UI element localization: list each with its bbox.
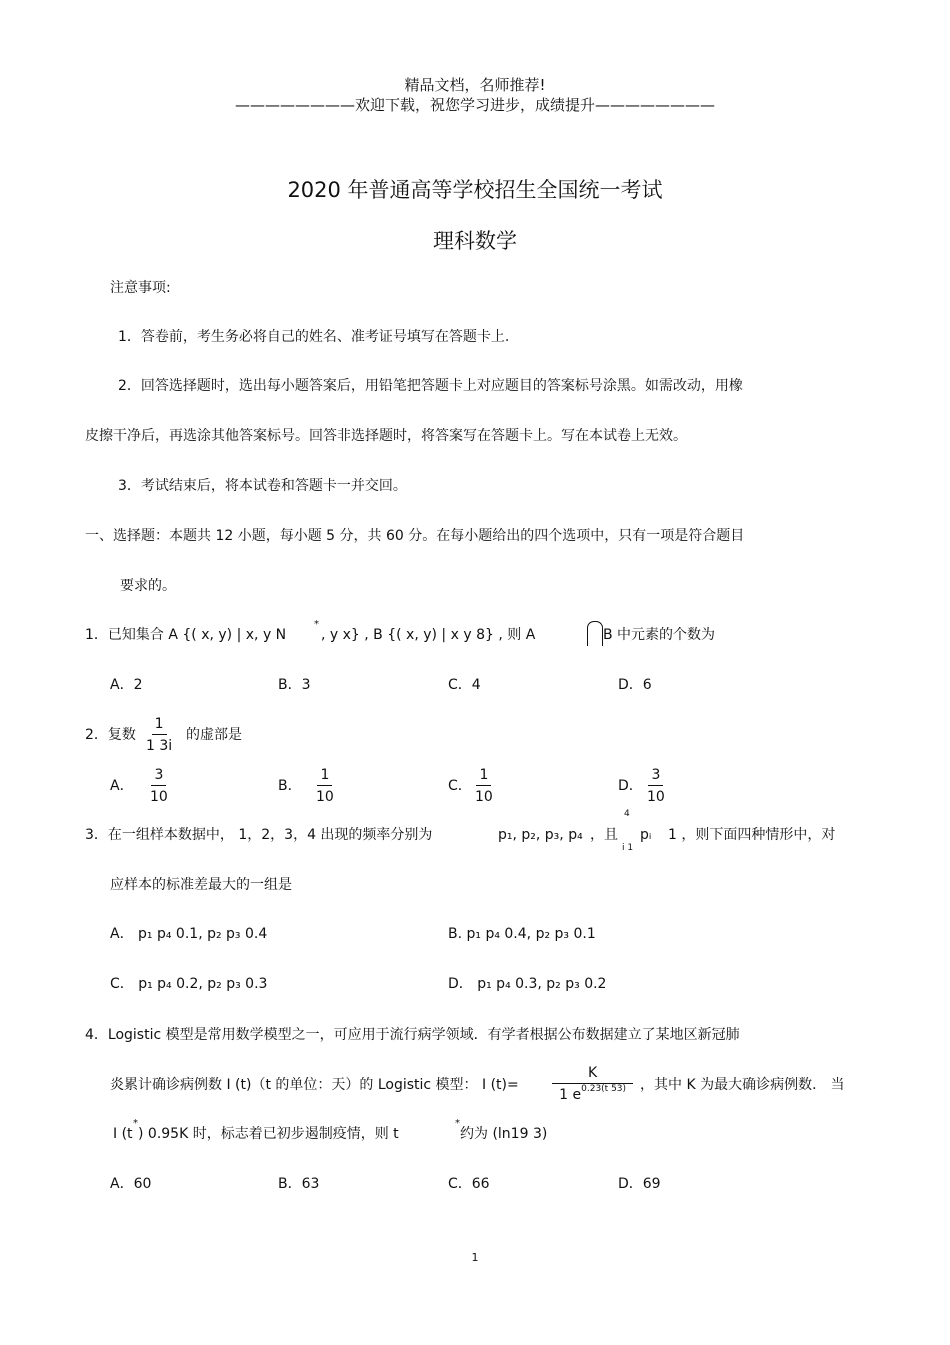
note-2-line-1: 2．回答选择题时，选出每小题答案后，用铅笔把答题卡上对应题目的答案标号涂黑。如需改动，用橡 xyxy=(118,378,743,394)
q3-probabilities: p₁, p₂, p₃, p₄ xyxy=(498,827,583,843)
q3-and: ，且 xyxy=(590,827,618,843)
q2-option-a-fraction xyxy=(150,768,168,804)
q2-option-b-fraction xyxy=(316,768,334,804)
q4-option-b: B．63 xyxy=(278,1176,320,1192)
section-heading-line-2: 要求的。 xyxy=(120,578,176,594)
q2-option-b-label: B． xyxy=(278,778,302,794)
q4-fraction-denominator xyxy=(559,1084,626,1102)
q4-denominator-exponent: 0.23(t 53) xyxy=(581,1084,627,1094)
q2-option-d-label: D． xyxy=(618,778,643,794)
header-line-1: 精品文档，名师推荐! xyxy=(404,76,546,94)
q4-option-c: C．66 xyxy=(448,1176,490,1192)
q4-line-2-part-b: ，其中 K 为最大确诊病例数． 当 xyxy=(640,1077,845,1093)
q3-pi: pᵢ xyxy=(640,827,652,843)
q2-option-a-label: A． xyxy=(110,778,134,794)
summation-upper-limit: 4 xyxy=(624,809,630,819)
q2-option-b-den: 10 xyxy=(316,789,334,805)
q3-stem-part-a: 3．在一组样本数据中， 1，2，3，4 出现的频率分别为 xyxy=(85,827,433,843)
q2-option-c-fraction xyxy=(475,768,493,804)
q4-fraction-numerator: K xyxy=(552,1066,633,1084)
q1-option-b: B．3 xyxy=(278,677,311,693)
q4-option-a: A．60 xyxy=(110,1176,152,1192)
q2-option-a-num: 3 xyxy=(151,768,166,786)
q1-stem-part-c: B 中元素的个数为 xyxy=(603,627,716,643)
q2-option-a-den: 10 xyxy=(150,789,168,805)
summation-lower-limit: i 1 xyxy=(622,843,634,853)
q3-equals-one: 1 ，则下面四种情形中，对 xyxy=(668,827,836,843)
exam-title: 2020 年普通高等学校招生全国统一考试 xyxy=(287,178,663,202)
notes-heading: 注意事项: xyxy=(110,280,171,296)
q4-option-d: D．69 xyxy=(618,1176,661,1192)
q4-line-3-part-a: I (t xyxy=(113,1126,133,1142)
q1-option-d: D．6 xyxy=(618,677,652,693)
q4-logistic-fraction xyxy=(552,1066,633,1102)
q2-fraction xyxy=(146,717,172,753)
section-heading-line-1: 一、选择题：本题共 12 小题，每小题 5 分，共 60 分。在每小题给出的四个选项中，只有一项是符合题目 xyxy=(85,528,745,544)
q2-option-d-fraction xyxy=(647,768,665,804)
q4-line-3-part-c: 约为 (ln19 3) xyxy=(460,1126,548,1142)
q1-star: * xyxy=(314,619,319,630)
exam-subtitle: 理科数学 xyxy=(433,229,517,253)
q3-option-b: B. p₁ p₄ 0.4, p₂ p₃ 0.1 xyxy=(448,926,596,942)
q4-star-2: * xyxy=(455,1118,460,1129)
q4-line-2-part-a: 炎累计确诊病例数 I (t)（t 的单位：天）的 Logistic 模型： I (t)= xyxy=(110,1077,519,1093)
q2-tail: 的虚部是 xyxy=(186,727,242,743)
q2-option-d-den: 10 xyxy=(647,789,665,805)
note-2-line-2: 皮擦干净后，再选涂其他答案标号。回答非选择题时，将答案写在答题卡上。写在本试卷上无效。 xyxy=(85,428,687,444)
q4-denominator-base: 1 e xyxy=(559,1087,582,1103)
q2-option-d-num: 3 xyxy=(648,768,663,786)
intersection-symbol xyxy=(587,621,603,646)
q2-option-c-num: 1 xyxy=(476,768,491,786)
q3-option-c: C． p₁ p₄ 0.2, p₂ p₃ 0.3 xyxy=(110,976,268,992)
q1-stem-part-a: 1．已知集合 A {( x, y) | x, y N xyxy=(85,627,287,643)
q3-option-d: D． p₁ p₄ 0.3, p₂ p₃ 0.2 xyxy=(448,976,607,992)
q2-numerator: 1 xyxy=(152,717,167,735)
note-1: 1．答卷前，考生务必将自己的姓名、准考证号填写在答题卡上. xyxy=(118,329,510,345)
q4-line-1: 4．Logistic 模型是常用数学模型之一，可应用于流行病学领域．有学者根据公布数据建立了某地区新冠肺 xyxy=(85,1027,740,1043)
q4-line-3-part-b: ) 0.95K 时，标志着已初步遏制疫情，则 t xyxy=(138,1126,399,1142)
q2-option-c-label: C． xyxy=(448,778,472,794)
q1-option-a: A．2 xyxy=(110,677,143,693)
q2-denominator: 1 3i xyxy=(146,738,173,754)
header-line-2: ————————欢迎下载，祝您学习进步，成绩提升———————— xyxy=(234,96,715,114)
q1-option-c: C．4 xyxy=(448,677,481,693)
q3-option-a: A． p₁ p₄ 0.1, p₂ p₃ 0.4 xyxy=(110,926,268,942)
page-number: 1 xyxy=(471,1251,479,1264)
q3-stem-part-b: 应样本的标准差最大的一组是 xyxy=(110,877,292,893)
q2-option-b-num: 1 xyxy=(317,768,332,786)
q2-option-c-den: 10 xyxy=(475,789,493,805)
note-3: 3．考试结束后，将本试卷和答题卡一并交回。 xyxy=(118,478,407,494)
q1-stem-part-b: , y x} , B {( x, y) | x y 8} , 则 A xyxy=(321,627,536,643)
q2-label: 2．复数 xyxy=(85,727,136,743)
q4-star-1: * xyxy=(133,1118,138,1129)
